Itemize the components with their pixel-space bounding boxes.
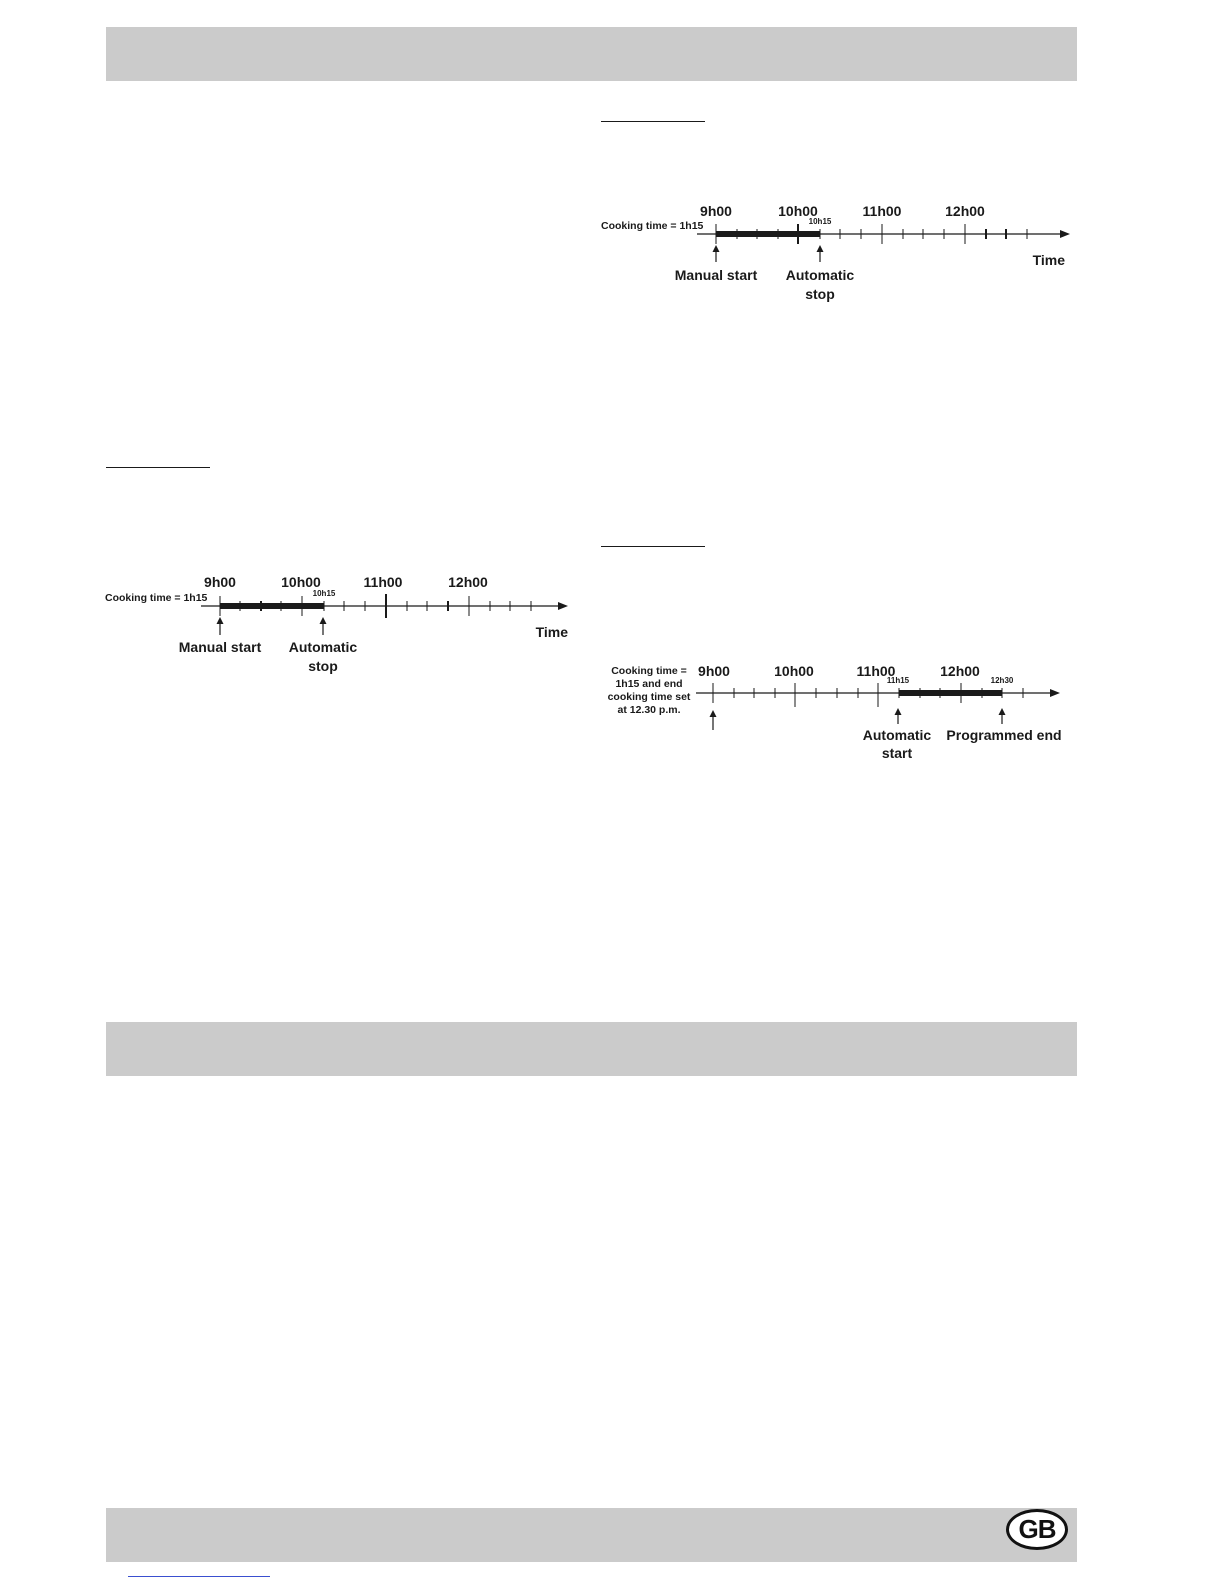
current-time-arrow [710, 710, 717, 730]
timeline-diagram-manual-start-left [104, 568, 574, 683]
hour-label: 11h00 [363, 574, 403, 590]
automatic-stop-label: Automatic [785, 267, 855, 283]
axis-arrowhead [1060, 230, 1070, 238]
start-arrow [217, 617, 224, 635]
automatic-stop-label: stop [805, 286, 835, 302]
automatic-stop-label: stop [308, 658, 338, 674]
automatic-start-label: start [881, 745, 913, 761]
start-arrow [713, 245, 720, 262]
hour-label: 9h00 [698, 663, 730, 679]
end-time-label: 10h15 [808, 217, 832, 226]
hour-label: 12h00 [940, 663, 980, 679]
hour-label: 12h00 [448, 574, 488, 590]
hour-label: 12h00 [945, 203, 985, 219]
section-heading-underline [106, 467, 210, 468]
hour-label: 9h00 [204, 574, 236, 590]
cooking-duration-bar [220, 603, 324, 609]
hour-label: 9h00 [700, 203, 732, 219]
country-badge: GB [1006, 1509, 1068, 1550]
timeline-diagram-manual-start [600, 195, 1070, 310]
end-arrow [999, 708, 1006, 724]
footer-band [106, 1508, 1077, 1562]
hour-label: 10h00 [778, 203, 818, 219]
hour-label: 11h00 [862, 203, 902, 219]
end-time-label: 12h30 [990, 676, 1014, 685]
footer-link-underline [128, 1576, 270, 1577]
timeline-diagram-programmed-end [600, 660, 1075, 770]
manual-start-label: Manual start [178, 639, 262, 655]
axis-label: Time [1032, 252, 1065, 268]
cooking-time-label: cooking time set [607, 691, 691, 703]
section-band [106, 1022, 1077, 1076]
cooking-time-label: Cooking time = [611, 665, 687, 677]
start-time-label: 11h15 [886, 676, 910, 685]
cooking-duration-bar [716, 231, 820, 237]
cooking-duration-bar [899, 690, 1002, 696]
axis-label: Time [535, 624, 568, 640]
axis-arrowhead [558, 602, 568, 610]
cooking-time-label: Cooking time = 1h15 [105, 592, 208, 604]
header-band [106, 27, 1077, 81]
start-arrow [895, 708, 902, 724]
section-heading-underline [601, 546, 705, 547]
automatic-start-label: Automatic [862, 727, 932, 743]
cooking-time-label: Cooking time = 1h15 [601, 220, 704, 232]
section-heading-underline [601, 121, 705, 122]
manual-start-label: Manual start [674, 267, 758, 283]
hour-label: 10h00 [774, 663, 814, 679]
hour-label: 11h00 [856, 663, 896, 679]
end-arrow [320, 617, 327, 635]
automatic-stop-label: Automatic [288, 639, 358, 655]
cooking-time-label: 1h15 and end [615, 678, 683, 690]
programmed-end-label: Programmed end [946, 727, 1062, 743]
end-time-label: 10h15 [312, 589, 336, 598]
cooking-time-label: at 12.30 p.m. [617, 704, 681, 716]
axis-arrowhead [1050, 689, 1060, 697]
hour-label: 10h00 [281, 574, 321, 590]
end-arrow [817, 245, 824, 262]
